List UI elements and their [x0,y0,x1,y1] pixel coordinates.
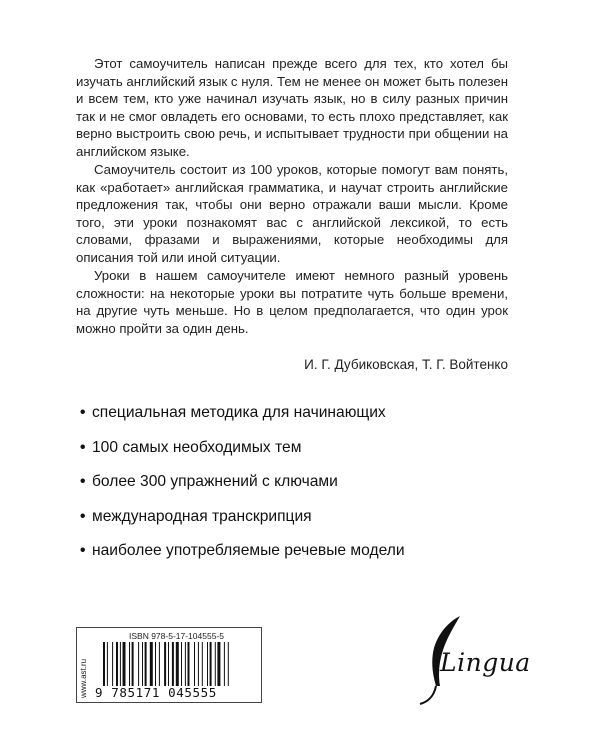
bullet-icon: • [80,542,86,559]
authors-line: И. Г. Дубиковская, Т. Г. Войтенко [304,357,508,372]
publisher-logo-text: Lingua [440,648,531,677]
features-list [80,396,520,569]
bullet-icon: • [80,438,86,456]
feature-item: • специальная методика для начинающих [80,396,520,431]
barcode-icon [103,642,259,686]
description-paragraph-3: Уроки в нашем самоучителе имеют немного разный уровень сложности: на некоторые уроки вы потратите чуть больше времени, на другие чуть меньше. Но в целом предполагается, что один урок можно пройти за один день. [76,268,508,336]
description-paragraph-1: Этот самоучитель написан прежде всего для тех, кто хотел бы изучать английский язык с нуля. Тем не менее он может быть полезен и всем тем, кто уже начинал изучать язык, но в силу разных причин так и не смог овладеть его основами, то есть плохо представляет, как верно выстроить свою речь, и испытывает трудности при общении на английском языке. [76,56,508,159]
feature-item: • более 300 упражнений с ключами [80,465,520,500]
website-text: www.ast.ru [79,658,88,698]
description-paragraph-2: Самоучитель состоит из 100 уроков, которые помогут вам понять, как «работает» английская грамматика, и научат строить английские предложения так, чтобы они верно отражали ваши мысли. Кроме того, эти уроки познакомят вас с английской лексикой, то есть словами, фразами и выражениями, которые необходимы для описания той или иной ситуации. [76,162,508,265]
bullet-icon: • [80,507,86,525]
isbn-barcode-box [76,627,262,703]
publisher-logo [398,612,548,712]
feature-item: • международная транскрипция [80,500,520,535]
bullet-icon: • [80,404,86,421]
feature-item: • наиболее употребляемые речевые модели [80,534,520,569]
feature-item: • 100 самых необходимых тем [80,431,520,466]
bullet-icon: • [80,473,86,490]
isbn-text: ISBN 978-5-17-104555-5 [129,631,224,641]
barcode-number: 9 785171 045555 [95,685,217,700]
